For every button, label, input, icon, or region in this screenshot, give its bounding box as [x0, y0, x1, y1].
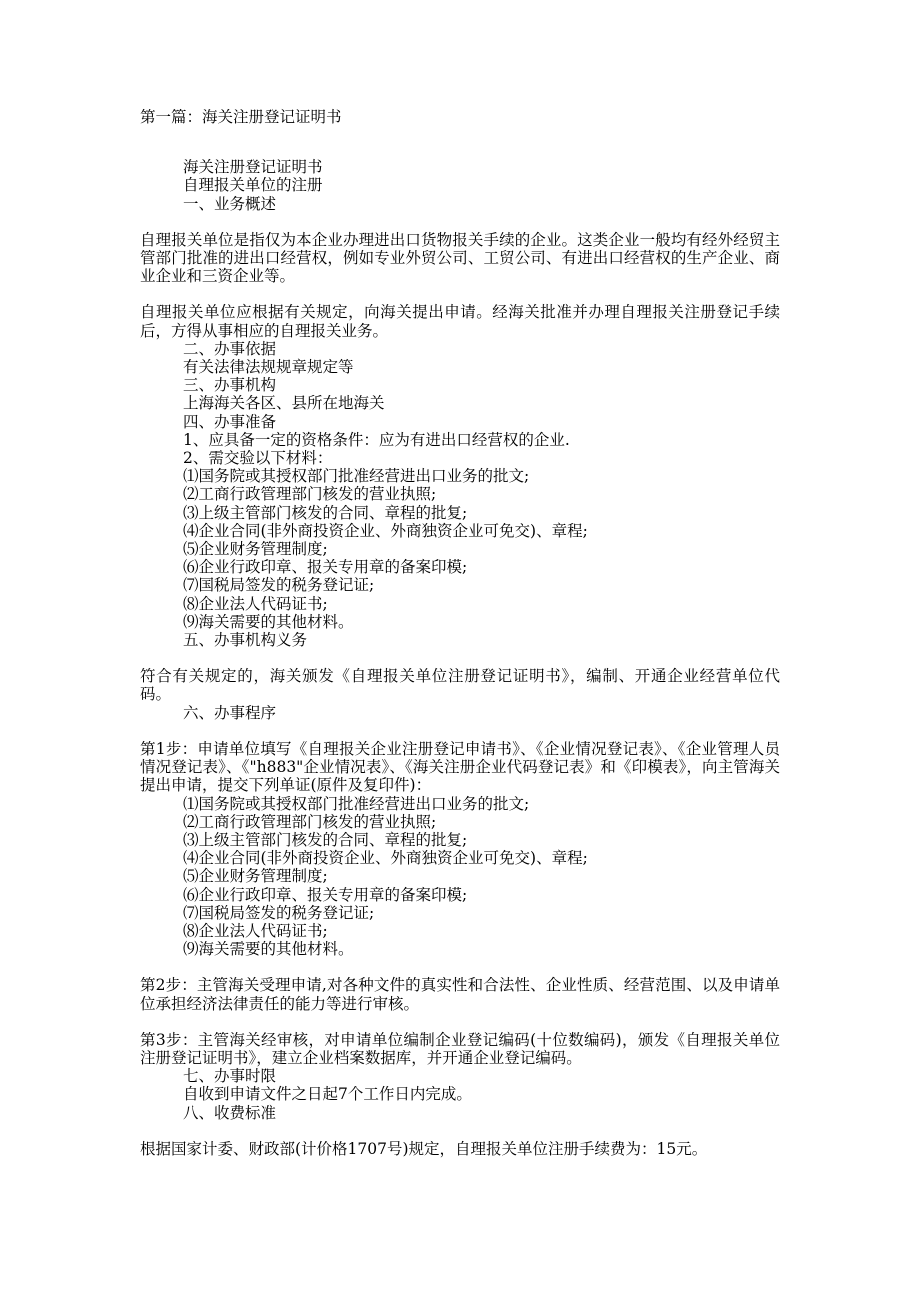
material-item: ⑺国税局签发的税务登记证;: [183, 576, 375, 595]
paragraph-step-2: 第2步：主管海关受理申请,对各种文件的真实性和合法性、企业性质、经营范围、以及申请单位承担经济法律责任的能力等进行审核。: [140, 976, 780, 1013]
paragraph-overview: 自理报关单位是指仅为本企业办理进出口货物报关手续的企业。这类企业一般均有经外经贸主管部门批准的进出口经营权，例如专业外贸公司、工贸公司、有进出口经营权的生产企业、商业企业和三资企业等。: [140, 230, 780, 286]
section-8-heading: 八、收费标准: [183, 1103, 277, 1122]
spacer: [140, 958, 780, 976]
spacer: [140, 1013, 780, 1031]
section-3-body: 上海海关各区、县所在地海关: [183, 394, 385, 413]
paragraph-step-3: 第3步：主管海关经审核，对申请单位编制企业登记编码(十位数编码)，颁发《自理报关单位注册登记证明书》，建立企业档案数据库，并开通企业登记编码。: [140, 1030, 780, 1067]
material-item: ⑷企业合同(非外商投资企业、外商独资企业可免交)、章程;: [183, 849, 588, 868]
document-title: 第一篇：海关注册登记证明书: [140, 108, 342, 126]
section-4-heading: 四、办事准备: [183, 412, 277, 431]
material-item: ⑹企业行政印章、报关专用章的备案印模;: [183, 885, 468, 904]
section-6-heading: 六、办事程序: [183, 703, 277, 722]
paragraph-step-1: 第1步：申请单位填写《自理报关企业注册登记申请书》、《企业情况登记表》、《企业管理人员情况登记表》、《"h883"企业情况表》、《海关注册企业代码登记表》和《印模表》，向主管海关提出申请，提交下列单证(原件及复印件)：: [140, 739, 780, 795]
material-item: ⑷企业合同(非外商投资企业、外商独资企业可免交)、章程;: [183, 521, 588, 540]
section-1-heading: 一、业务概述: [183, 194, 277, 213]
heading-registration: 自理报关单位的注册: [183, 176, 323, 195]
material-item: ⑶上级主管部门核发的合同、章程的批复;: [183, 503, 468, 522]
section-4-item-2: 2、需交验以下材料：: [183, 449, 333, 468]
spacer: [140, 285, 780, 303]
material-item: ⑼海关需要的其他材料。: [183, 940, 354, 959]
material-item: ⑴国务院或其授权部门批准经营进出口业务的批文;: [183, 467, 530, 486]
section-5-heading: 五、办事机构义务: [183, 631, 308, 650]
spacer: [140, 1122, 780, 1140]
spacer: [140, 213, 780, 231]
section-7-body: 自收到申请文件之日起7个工作日内完成。: [183, 1085, 472, 1104]
section-2-body: 有关法律法规规章规定等: [183, 358, 354, 377]
document-body: [140, 108, 780, 1158]
paragraph-application: 自理报关单位应根据有关规定，向海关提出申请。经海关批准并办理自理报关注册登记手续后，方得从事相应的自理报关业务。: [140, 303, 780, 340]
heading-certificate: 海关注册登记证明书: [183, 158, 323, 177]
material-item: ⑸企业财务管理制度;: [183, 540, 328, 559]
section-7-heading: 七、办事时限: [183, 1067, 277, 1086]
material-item: ⑻企业法人代码证书;: [183, 594, 328, 613]
spacer: [140, 722, 780, 740]
material-item: ⑴国务院或其授权部门批准经营进出口业务的批文;: [183, 794, 530, 813]
paragraph-fee: 根据国家计委、财政部(计价格1707号)规定，自理报关单位注册手续费为：15元。: [140, 1139, 708, 1158]
material-item: ⑻企业法人代码证书;: [183, 921, 328, 940]
material-item: ⑵工商行政管理部门核发的营业执照;: [183, 812, 437, 831]
material-item: ⑵工商行政管理部门核发的营业执照;: [183, 485, 437, 504]
section-4-item-1: 1、应具备一定的资格条件：应为有进出口经营权的企业.: [183, 430, 570, 449]
material-item: ⑺国税局签发的税务登记证;: [183, 903, 375, 922]
spacer: [140, 649, 780, 667]
material-item: ⑶上级主管部门核发的合同、章程的批复;: [183, 830, 468, 849]
section-2-heading: 二、办事依据: [183, 339, 277, 358]
material-item: ⑸企业财务管理制度;: [183, 867, 328, 886]
paragraph-obligation: 符合有关规定的，海关颁发《自理报关单位注册登记证明书》，编制、开通企业经营单位代码。: [140, 667, 780, 704]
material-item: ⑼海关需要的其他材料。: [183, 612, 354, 631]
material-item: ⑹企业行政印章、报关专用章的备案印模;: [183, 558, 468, 577]
section-3-heading: 三、办事机构: [183, 376, 277, 395]
